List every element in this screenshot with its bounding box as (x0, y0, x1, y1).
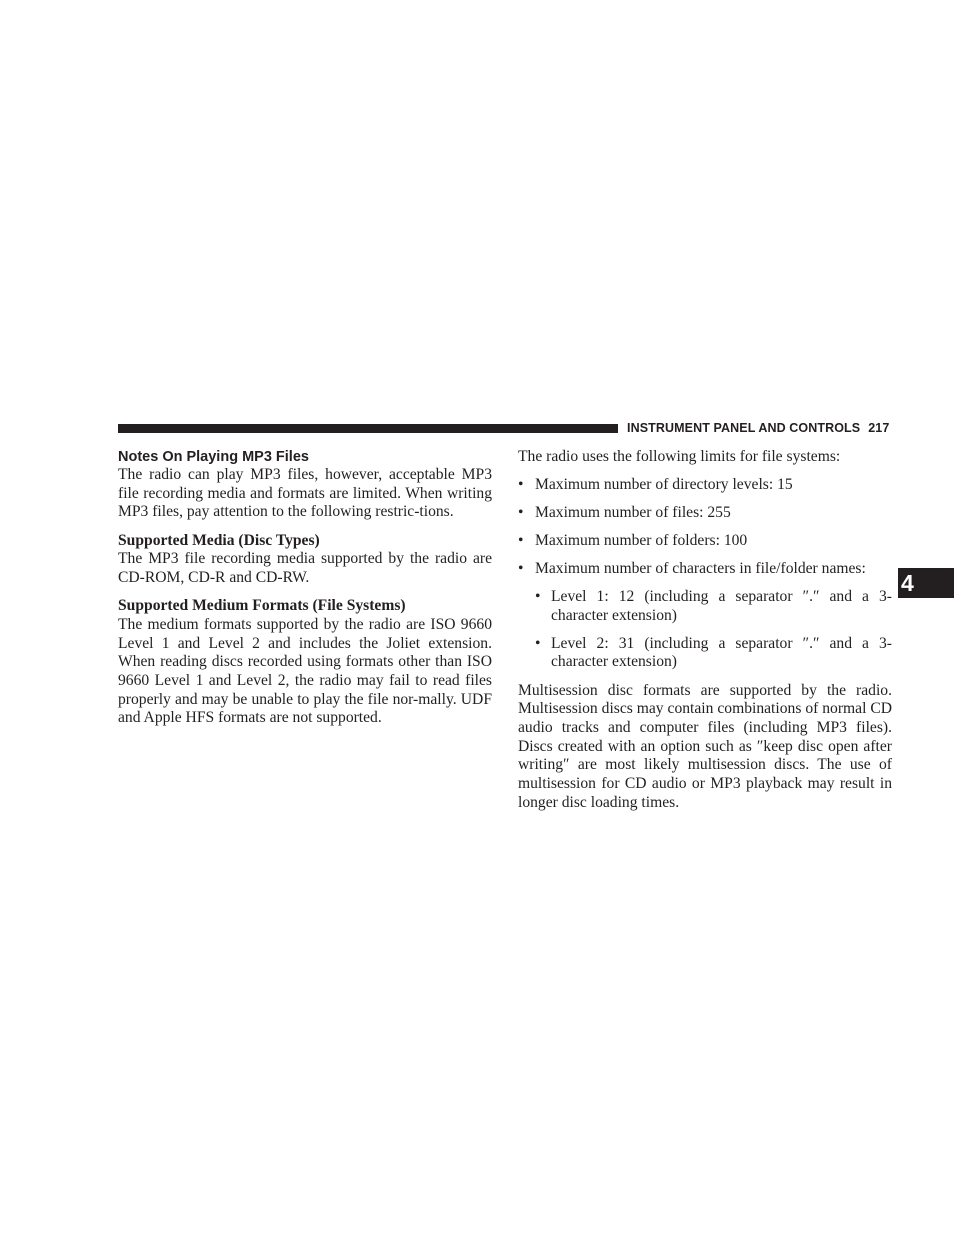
list-item-text: Maximum number of files: 255 (535, 504, 731, 521)
section-title: INSTRUMENT PANEL AND CONTROLS (627, 421, 861, 435)
right-column (518, 448, 892, 812)
list-item-text: Maximum number of directory levels: 15 (535, 476, 793, 493)
multisession-paragraph: Multisession disc formats are supported by the radio. Multisession discs may contain combinations of normal CD audio tracks and computer files (including MP3 files). Discs created with an option such as ″keep disc open after writing″ are most likely multisession discs. The use of multisession for CD audio or MP3 playback may result in longer disc loading times. (518, 681, 892, 811)
bullet-icon: • (518, 476, 524, 493)
formats-paragraph: The medium formats supported by the radio are ISO 9660 Level 1 and Level 2 and includes the Joliet extension. When reading discs recorded using formats other than ISO 9660 Level 1 and Level 2, the radio may fail to read files properly and may be unable to play the file nor-mally. UDF and Apple HFS formats are not supported. (118, 615, 492, 727)
media-paragraph: The MP3 file recording media supported by the radio are CD-ROM, CD-R and CD-RW. (118, 550, 492, 587)
list-item (518, 532, 892, 551)
left-column (118, 448, 492, 728)
sub-list-item-text: Level 2: 31 (including a separator ″.″ and a 3-character extension) (551, 634, 892, 671)
list-item (518, 476, 892, 495)
bullet-icon: • (518, 532, 524, 549)
limits-list (518, 476, 892, 672)
list-item (518, 504, 892, 523)
sub-list-item (518, 635, 892, 672)
list-item-text: Maximum number of characters in file/folder names: (535, 560, 866, 577)
bullet-icon: • (518, 504, 524, 521)
formats-heading: Supported Medium Formats (File Systems) (118, 597, 406, 615)
name-limits-sublist (518, 588, 892, 672)
running-head (627, 420, 892, 436)
bullet-icon: • (535, 588, 541, 605)
intro-paragraph: The radio can play MP3 files, however, acceptable MP3 file recording media and formats are limited. When writing MP3 files, pay attention to the following restric-tions. (118, 466, 492, 521)
bullet-icon: • (535, 634, 541, 652)
section-heading: Notes On Playing MP3 Files (118, 449, 309, 465)
media-heading: Supported Media (Disc Types) (118, 531, 320, 549)
sub-list-item-text: Level 1: 12 (including a separator ″.″ and a 3-character extension) (551, 588, 892, 624)
chapter-tab: 4 (898, 568, 954, 598)
bullet-icon: • (518, 560, 524, 577)
list-item (518, 560, 892, 672)
page-number: 217 (868, 421, 890, 435)
list-item-text: Maximum number of folders: 100 (535, 532, 748, 549)
header-rule (118, 424, 618, 433)
sub-list-item (518, 588, 892, 625)
limits-intro: The radio uses the following limits for file systems: (518, 448, 841, 465)
